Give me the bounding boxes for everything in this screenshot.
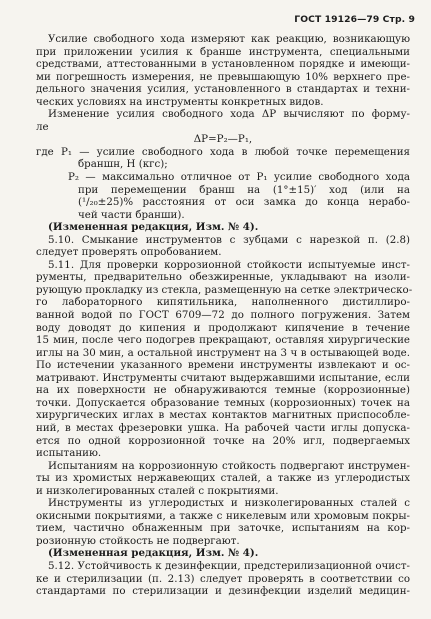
text-line: матривают. Инструменты считают выдержавшими испытание, если — [36, 371, 410, 384]
text-line: рументы, предварительно обезжиренные, укладывают на изоли- — [36, 271, 410, 284]
text-line: стандартами по стерилизации и дезинфекции изделий медицин- — [36, 585, 410, 598]
text-line: ми погрешность измерения, не превышающую 10% верхнего пре- — [36, 70, 410, 83]
text-line: ний, в местах фрезеровки ушка. На рабочей части иглы допуска- — [36, 421, 410, 434]
text-line: ванной водой по ГОСТ 6709—72 до полного погружения. Затем — [36, 309, 410, 322]
text-line: окисными покрытиями, а также с никелевым или хромовым покры- — [36, 509, 410, 522]
text-line: ты из хромистых нержавеющих сталей, а также из углеродистых — [36, 472, 410, 485]
text-line: (Измененная редакция, Изм. № 4). — [48, 547, 259, 560]
text-line: хирургических иглах в местах контактов магнитных приспособле- — [36, 409, 410, 422]
text-line: (¹/₂₀±25)% расстояния от оси замка до конца нерабо- — [78, 196, 410, 209]
text-line: и низколегированных сталей с покрытиями. — [36, 484, 279, 497]
text-line: P₂ — максимально отличное от P₁ усилие свободного хода — [68, 171, 410, 184]
text-line: го лабораторного кипятильника, наполненного дистиллирo- — [36, 296, 410, 309]
text-line: 5.11. Для проверки коррозионной стойкости испытуемые инст- — [48, 258, 410, 271]
text-line: (Измененная редакция, Изм. № 4). — [48, 221, 259, 234]
text-line: тием, частично обнаженным при заточке, испытаниям на кор- — [36, 522, 410, 535]
text-line: 15 мин, после чего подогрев прекращают, оставляя хирургические — [36, 334, 410, 347]
text-line: Усилие свободного хода измеряют как реакцию, возникающую — [48, 33, 410, 45]
text-line: браншн, Н (кгс); — [78, 158, 168, 171]
text-line: ческих условиях на инструменты конкретных видов. — [36, 95, 324, 108]
text-line: на их поверхности не обнаруживаются темные (коррозионные) — [36, 384, 410, 397]
page-header: ГОСТ 19126—79 Стр. 9 — [294, 14, 415, 25]
text-line: точки. Допускается образование темных (коррозионных) точек на — [36, 396, 410, 409]
text-line: ΔP=P₂—P₁, — [193, 133, 253, 146]
text-line: 5.12. Устойчивость к дезинфекции, предстерилизационной очист- — [48, 559, 410, 572]
text-line: ке и стерилизации (п. 2.13) следует проверять в соответствии со — [36, 572, 410, 585]
text-line: ле — [36, 120, 49, 133]
text-line: следует проверять опробованием. — [36, 246, 222, 259]
text-line: дельного значения усилия, установленного в стандартах и техни- — [36, 83, 410, 96]
text-line: Изменение усилия свободного хода ΔP вычисляют по форму- — [48, 108, 410, 121]
text-line: при перемещении бранш на (1°±15)′ ход (или на — [78, 183, 410, 196]
text-line: где P₁ — усилие свободного хода в любой точке перемещения — [36, 145, 410, 158]
text-line: воду доводят до кипения и продолжают кипячение в течение — [36, 321, 410, 334]
text-line: иглы на 30 мин, а остальной инструмент на 3 ч в остывающей воде. — [36, 346, 410, 359]
text-line: ется по одной коррозионной точке на 20% игл, подвергаемых — [36, 434, 410, 447]
text-line: розионную стойкость не подвергают. — [36, 534, 240, 547]
text-line: 5.10. Смыкание инструментов с зубцами с нарезкой п. (2.8) — [48, 233, 410, 246]
text-line: при приложении усилия к браншe инструмента, специальными — [36, 45, 410, 58]
text-line: рующую прокладку из стекла, размещенную на сетке электрическо- — [36, 283, 413, 296]
text-line: Испытаниям на коррозионную стойкость подвергают инструмен- — [48, 459, 410, 472]
text-line: чей части бранши). — [78, 208, 185, 221]
text-line: средствами, аттестованными в установленном порядке и имеющи- — [36, 58, 410, 71]
text-line: Инструменты из углеродистых и низколегированных сталей с — [48, 497, 410, 510]
body-text — [36, 33, 413, 598]
text-line: испытанию. — [36, 447, 102, 460]
text-line: По истечении указанного времени инструменты извлекают и ос- — [36, 359, 410, 372]
